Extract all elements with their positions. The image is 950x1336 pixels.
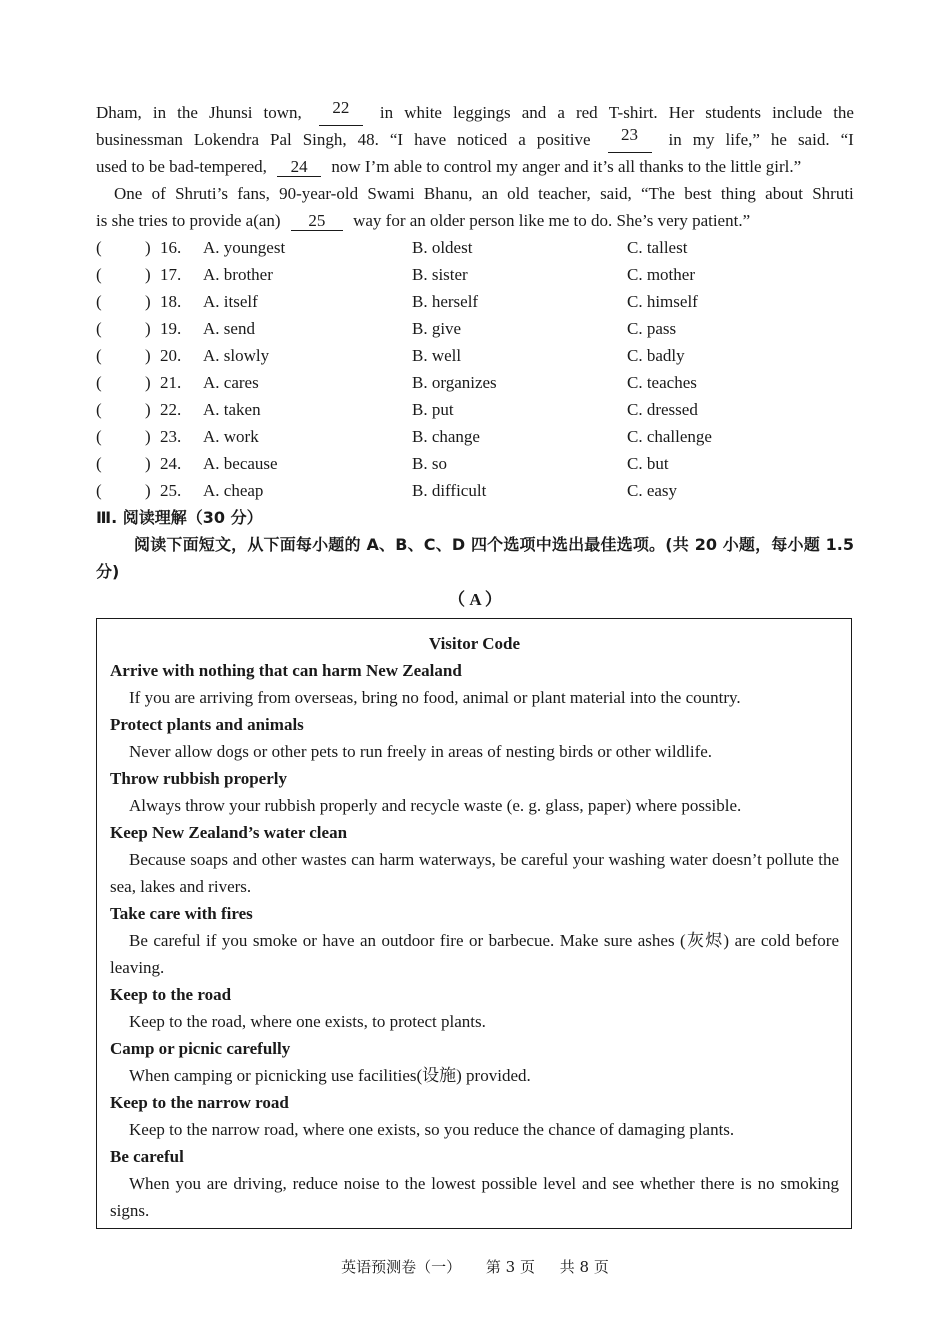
rule-text: When camping or picnicking use facilities(设施) provided. bbox=[129, 1066, 531, 1085]
visitor-code-box bbox=[96, 618, 852, 1229]
passage-word: One bbox=[114, 184, 143, 203]
option-c: C. but bbox=[627, 454, 669, 473]
answer-paren-open: ( bbox=[96, 238, 102, 257]
question-number: 19. bbox=[160, 319, 182, 338]
passage-word: my bbox=[692, 130, 715, 149]
option-c: C. tallest bbox=[627, 238, 688, 257]
footer-total: 共 8 页 bbox=[559, 1258, 609, 1276]
passage-word: “I bbox=[840, 130, 854, 149]
passage-word: he bbox=[770, 130, 787, 149]
rule-heading: Keep to the narrow road bbox=[110, 1093, 289, 1112]
footer-page: 第 3 页 bbox=[485, 1258, 535, 1276]
question-row bbox=[96, 450, 854, 477]
option-b: B. so bbox=[412, 454, 447, 473]
option-c: C. teaches bbox=[627, 373, 697, 392]
question-number: 21. bbox=[160, 373, 182, 392]
passage-word: the bbox=[177, 103, 198, 122]
passage-word: teacher, bbox=[538, 184, 591, 203]
question-number: 25. bbox=[160, 481, 182, 500]
part-label: （ A ） bbox=[448, 590, 502, 609]
answer-paren-close: ) bbox=[145, 238, 151, 257]
passage-word: old bbox=[507, 184, 529, 203]
question-number: 22. bbox=[160, 400, 182, 419]
passage-line-2 bbox=[96, 126, 854, 153]
rule-heading: Be careful bbox=[110, 1147, 184, 1166]
rule-heading: Protect plants and animals bbox=[110, 715, 304, 734]
passage-word: include bbox=[772, 103, 823, 122]
answer-paren-open: ( bbox=[96, 346, 102, 365]
option-a: A. taken bbox=[203, 400, 261, 419]
option-a: A. send bbox=[203, 319, 255, 338]
passage-word: have bbox=[414, 130, 447, 149]
passage-text: now I’m able to control my anger and it’s all thanks to the little girl.” bbox=[331, 157, 802, 176]
option-a: A. youngest bbox=[203, 238, 286, 257]
passage-word: Dham, bbox=[96, 103, 142, 122]
answer-paren-open: ( bbox=[96, 373, 102, 392]
option-a: A. itself bbox=[203, 292, 258, 311]
question-row bbox=[96, 315, 854, 342]
section-title: Ⅲ. 阅读理解（30 分） bbox=[96, 508, 263, 527]
option-b: B. difficult bbox=[412, 481, 487, 500]
option-c: C. himself bbox=[627, 292, 698, 311]
rule-text: Because soaps and other wastes can harm waterways, be careful your washing water doesn’t pollute the sea, lakes and rivers. bbox=[110, 850, 839, 896]
passage-word: fans, bbox=[237, 184, 270, 203]
option-c: C. pass bbox=[627, 319, 677, 338]
question-row bbox=[96, 477, 854, 504]
answer-paren-close: ) bbox=[145, 346, 151, 365]
passage-word: in bbox=[152, 103, 167, 122]
visitor-code-title: Visitor Code bbox=[428, 634, 521, 653]
passage-word: Swami bbox=[367, 184, 415, 203]
passage-word: an bbox=[481, 184, 498, 203]
passage-word: the bbox=[833, 103, 854, 122]
answer-paren-close: ) bbox=[145, 481, 151, 500]
rule-heading: Throw rubbish properly bbox=[110, 769, 287, 788]
answer-paren-open: ( bbox=[96, 319, 102, 338]
passage-word: leggings bbox=[453, 103, 511, 122]
section-instruction: 阅读下面短文，从下面每小题的 A、B、C、D 四个选项中选出最佳选项。(共 20 小题，每小题 1.5 分) bbox=[96, 535, 854, 581]
answer-blank-23: 23 bbox=[608, 126, 652, 153]
passage-line-3 bbox=[96, 153, 854, 180]
passage-word: Pal bbox=[270, 130, 292, 149]
passage-word: a bbox=[518, 130, 526, 149]
answer-blank-22: 22 bbox=[319, 99, 363, 126]
rule-heading: Arrive with nothing that can harm New Zealand bbox=[110, 661, 462, 680]
option-b: B. put bbox=[412, 400, 454, 419]
passage-word: Her bbox=[668, 103, 695, 122]
option-b: B. sister bbox=[412, 265, 468, 284]
option-c: C. badly bbox=[627, 346, 685, 365]
passage-word: 90-year-old bbox=[279, 184, 359, 203]
passage-word: Shruti bbox=[812, 184, 854, 203]
passage-text: is she tries to provide a(an) bbox=[96, 211, 281, 230]
answer-paren-close: ) bbox=[145, 319, 151, 338]
passage-word: red bbox=[575, 103, 598, 122]
rule-text: When you are driving, reduce noise to the lowest possible level and see whether there is no smoking signs. bbox=[110, 1174, 839, 1220]
question-row bbox=[96, 234, 854, 261]
footer-title: 英语预测卷（一） bbox=[341, 1258, 462, 1276]
passage-word: said, bbox=[600, 184, 632, 203]
passage-word: in bbox=[379, 103, 394, 122]
answer-paren-close: ) bbox=[145, 400, 151, 419]
passage-word: a bbox=[557, 103, 565, 122]
passage-line-5 bbox=[96, 207, 854, 234]
question-row bbox=[96, 369, 854, 396]
rule-heading: Camp or picnic carefully bbox=[110, 1039, 291, 1058]
rule-text: Never allow dogs or other pets to run freely in areas of nesting birds or other wildlife. bbox=[129, 742, 713, 761]
question-number: 18. bbox=[160, 292, 182, 311]
passage-word: of bbox=[151, 184, 166, 203]
question-row bbox=[96, 342, 854, 369]
question-row bbox=[96, 288, 854, 315]
answer-blank-24: 24 bbox=[277, 158, 321, 177]
passage-word: said. bbox=[797, 130, 830, 149]
option-a: A. brother bbox=[203, 265, 273, 284]
passage-text: way for an older person like me to do. She’s very patient.” bbox=[353, 211, 751, 230]
answer-paren-open: ( bbox=[96, 481, 102, 500]
rule-text: Keep to the road, where one exists, to protect plants. bbox=[129, 1012, 486, 1031]
option-c: C. mother bbox=[627, 265, 695, 284]
passage-word: about bbox=[765, 184, 803, 203]
question-number: 16. bbox=[160, 238, 182, 257]
passage-word: “I bbox=[389, 130, 404, 149]
option-b: B. well bbox=[412, 346, 462, 365]
passage-word: and bbox=[521, 103, 547, 122]
passage-word: Bhanu, bbox=[423, 184, 473, 203]
option-a: A. because bbox=[203, 454, 278, 473]
option-c: C. challenge bbox=[627, 427, 712, 446]
option-a: A. work bbox=[203, 427, 259, 446]
passage-line-4 bbox=[96, 180, 854, 207]
answer-paren-close: ) bbox=[145, 454, 151, 473]
question-number: 17. bbox=[160, 265, 182, 284]
rule-heading: Take care with fires bbox=[110, 904, 253, 923]
option-a: A. slowly bbox=[203, 346, 270, 365]
passage-word: best bbox=[684, 184, 712, 203]
answer-paren-open: ( bbox=[96, 400, 102, 419]
passage-word: 48. bbox=[357, 130, 379, 149]
question-number: 24. bbox=[160, 454, 182, 473]
answer-paren-close: ) bbox=[145, 427, 151, 446]
passage-word: positive bbox=[536, 130, 591, 149]
answer-blank-25: 25 bbox=[291, 212, 343, 231]
option-b: B. oldest bbox=[412, 238, 473, 257]
option-b: B. organizes bbox=[412, 373, 497, 392]
passage-word: students bbox=[705, 103, 762, 122]
question-row bbox=[96, 423, 854, 450]
passage-word: T-shirt. bbox=[608, 103, 658, 122]
passage-word: life,” bbox=[725, 130, 760, 149]
answer-paren-close: ) bbox=[145, 265, 151, 284]
answer-paren-open: ( bbox=[96, 454, 102, 473]
passage-word: white bbox=[404, 103, 442, 122]
passage-text: used to be bad-tempered, bbox=[96, 157, 267, 176]
answer-paren-close: ) bbox=[145, 373, 151, 392]
rule-text: If you are arriving from overseas, bring no food, animal or plant material into the country. bbox=[129, 688, 741, 707]
page-footer bbox=[0, 1256, 950, 1277]
answer-paren-open: ( bbox=[96, 292, 102, 311]
options-list bbox=[96, 234, 854, 504]
passage-word: Lokendra bbox=[193, 130, 260, 149]
passage-word: businessman bbox=[96, 130, 183, 149]
rule-text: Always throw your rubbish properly and recycle waste (e. g. glass, paper) where possible. bbox=[129, 796, 742, 815]
question-number: 23. bbox=[160, 427, 182, 446]
rule-text: Keep to the narrow road, where one exists, so you reduce the chance of damaging plants. bbox=[129, 1120, 735, 1139]
option-b: B. give bbox=[412, 319, 462, 338]
answer-paren-close: ) bbox=[145, 292, 151, 311]
rule-heading: Keep New Zealand’s water clean bbox=[110, 823, 348, 842]
passage-word: in bbox=[668, 130, 682, 149]
question-number: 20. bbox=[160, 346, 182, 365]
option-c: C. dressed bbox=[627, 400, 698, 419]
passage-word: thing bbox=[720, 184, 756, 203]
rule-heading: Keep to the road bbox=[110, 985, 232, 1004]
passage-word: noticed bbox=[457, 130, 508, 149]
passage-word: town, bbox=[263, 103, 302, 122]
option-b: B. change bbox=[412, 427, 480, 446]
option-a: A. cares bbox=[203, 373, 259, 392]
rule-text: Be careful if you smoke or have an outdoor fire or barbecue. Make sure ashes (灰烬) are cold before leaving. bbox=[110, 931, 839, 977]
passage-word: Singh, bbox=[302, 130, 347, 149]
option-a: A. cheap bbox=[203, 481, 264, 500]
passage-line-1 bbox=[96, 99, 854, 126]
option-c: C. easy bbox=[627, 481, 678, 500]
answer-paren-open: ( bbox=[96, 427, 102, 446]
visitor-code-items bbox=[110, 657, 839, 1224]
exam-page bbox=[96, 99, 854, 615]
question-row bbox=[96, 396, 854, 423]
passage-word: Jhunsi bbox=[209, 103, 253, 122]
answer-paren-open: ( bbox=[96, 265, 102, 284]
passage-word: Shruti’s bbox=[175, 184, 228, 203]
question-row bbox=[96, 261, 854, 288]
option-b: B. herself bbox=[412, 292, 479, 311]
passage-word: “The bbox=[640, 184, 675, 203]
